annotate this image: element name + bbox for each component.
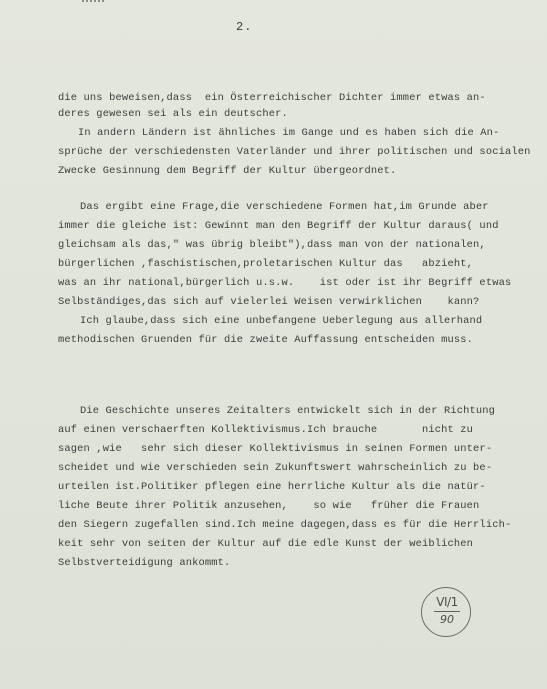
text-line: bürgerlichen ,faschistischen,proletarischen Kultur das abzieht,: [58, 258, 474, 270]
text-line: Das ergibt eine Frage,die verschiedene Formen hat,im Grunde aber: [80, 201, 489, 213]
text-line: den Siegern zugefallen sind.Ich meine dagegen,dass es für die Herrlich-: [58, 519, 512, 531]
text-line: sprüche der verschiedensten Vaterländer und ihrer politischen und socialen: [58, 146, 531, 158]
text-line: Selbstverteidigung ankommt.: [58, 557, 231, 569]
text-line: was an ihr national,bürgerlich u.s.w. ist oder ist ihr Begriff etwas: [58, 277, 512, 289]
text-line: die uns beweisen,dass ein Österreichischer Dichter immer etwas an-: [58, 92, 486, 104]
text-line: Die Geschichte unseres Zeitalters entwickelt sich in der Richtung: [80, 405, 496, 417]
archive-stamp: [421, 587, 471, 637]
text-line: Selbständiges,das sich auf vielerlei Weisen verwirklichen kann?: [58, 296, 480, 308]
page-number: 2.: [236, 20, 253, 34]
text-line: liche Beute ihrer Politik anzusehen, so wie früher die Frauen: [58, 500, 480, 512]
text-line: immer die gleiche ist: Gewinnt man den Begriff der Kultur daraus( und: [58, 220, 499, 232]
text-line: keit sehr von seiten der Kultur auf die edle Kunst der weiblichen: [58, 538, 474, 550]
text-line: Zwecke Gesinnung dem Begriff der Kultur übergeordnet.: [58, 165, 397, 177]
text-line: auf einen verschaerften Kollektivismus.Ich brauche nicht zu: [58, 424, 474, 436]
text-line: deres gewesen sei als ein deutscher.: [58, 108, 288, 120]
top-edge-mark: [82, 0, 104, 5]
text-line: In andern Ländern ist ähnliches im Gange und es haben sich die An-: [78, 127, 500, 139]
text-line: gleichsam als das," was übrig bleibt"),dass man von der nationalen,: [58, 239, 486, 251]
stamp-folio-number: 90: [440, 613, 454, 626]
text-line: Ich glaube,dass sich eine unbefangene Ueberlegung aus allerhand: [80, 315, 483, 327]
text-line: sagen ,wie sehr sich dieser Kollektivismus in seinen Formen unter-: [58, 443, 493, 455]
text-line: urteilen ist.Politiker pflegen eine herrliche Kultur als die natür-: [58, 481, 486, 493]
stamp-divider: [434, 611, 460, 612]
text-line: methodischen Gruenden für die zweite Auffassung entscheiden muss.: [58, 334, 474, 346]
text-line: scheidet und wie verschieden sein Zukunftswert wahrscheinlich zu be-: [58, 462, 493, 474]
stamp-signature-text: VI/1: [436, 595, 458, 609]
